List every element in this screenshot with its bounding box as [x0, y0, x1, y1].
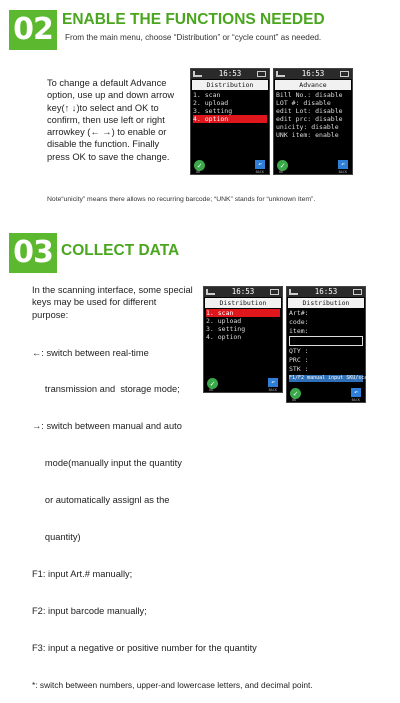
key-line: quantity) — [32, 532, 81, 543]
screen-header: Distribution — [192, 80, 268, 90]
option-lot[interactable]: LOT #: disable — [276, 99, 331, 107]
menu-item-option[interactable]: 4. option — [193, 115, 267, 123]
key-line: or automatically assignl as the — [32, 495, 170, 506]
back-arrow-icon[interactable]: ↶ — [268, 378, 278, 387]
intro-line: purpose: — [32, 309, 69, 320]
ok-check-icon[interactable]: ✓ — [290, 388, 301, 399]
ok-label: OK — [279, 170, 284, 174]
key-line: →: switch between manual and auto — [32, 421, 182, 432]
signal-icon — [276, 71, 285, 77]
status-bar — [274, 69, 352, 79]
menu-item-upload[interactable]: 2. upload — [193, 99, 229, 107]
ok-check-icon[interactable]: ✓ — [207, 378, 218, 389]
hint-bar: F1/F2 manual input SKU/scan — [289, 375, 371, 381]
footnote: Note“unicity” means there allows no recurring barcode; “UNK” stands for “unknown Item”. — [47, 196, 316, 203]
instruction-line: arrowkey (← →) to enable or — [47, 127, 167, 138]
ok-label: OK — [209, 388, 214, 392]
back-label: BACK — [255, 170, 264, 174]
instruction-line: To change a default Advance — [47, 78, 167, 88]
screen-header: Distribution — [288, 298, 364, 308]
device-screen-scan-menu — [203, 286, 283, 393]
section-number-badge: 03 — [9, 233, 57, 273]
instruction-line: key(↑ ↓)to select and OK to — [47, 102, 159, 113]
key-line: *: switch between numbers, upper-and lowercase letters, and decimal point. — [32, 679, 313, 690]
back-label: BACK — [268, 388, 277, 392]
item-input-box[interactable] — [289, 336, 363, 346]
back-label: BACK — [351, 398, 360, 402]
menu-item-upload[interactable]: 2. upload — [206, 317, 242, 325]
battery-icon — [353, 289, 362, 295]
device-screen-scan-entry — [286, 286, 371, 403]
field-label-item[interactable]: item: — [289, 327, 309, 335]
key-line: transmission and storage mode; — [32, 384, 180, 395]
device-screen-distribution-menu — [190, 68, 270, 175]
key-line: F2: input barcode manually; — [32, 605, 147, 616]
prc-readout: PRC : — [289, 356, 309, 364]
option-unk-item[interactable]: UNK item: enable — [276, 131, 339, 139]
clock: 16:53 — [231, 287, 255, 296]
section-number-badge: 02 — [9, 10, 57, 50]
clock: 16:53 — [314, 287, 338, 296]
menu-item-setting[interactable]: 3. setting — [206, 325, 246, 333]
battery-icon — [340, 71, 349, 77]
battery-icon — [257, 71, 266, 77]
stk-readout: STK : — [289, 365, 309, 373]
menu-item-scan[interactable]: 1. scan — [206, 309, 280, 317]
signal-icon — [193, 71, 202, 77]
key-line: F3: input a negative or positive number for the quantity — [32, 642, 257, 653]
instruction-line: press OK to save the change. — [47, 151, 170, 162]
menu-item-scan[interactable]: 1. scan — [193, 91, 221, 99]
option-bill-no[interactable]: Bill No.: disable — [276, 91, 343, 99]
key-line: ←: switch between real-time — [32, 347, 149, 358]
field-label-art[interactable]: Art#: — [289, 309, 309, 317]
ok-label: OK — [292, 398, 297, 402]
back-arrow-icon[interactable]: ↶ — [351, 388, 361, 397]
intro-line: keys may be used for different — [32, 297, 157, 308]
back-arrow-icon[interactable]: ↶ — [255, 160, 265, 169]
instruction-line: confirm, then use left or right — [47, 114, 165, 125]
key-line: mode(manually input the quantity — [32, 458, 182, 469]
clock: 16:53 — [301, 69, 325, 78]
status-bar — [204, 287, 282, 297]
qty-readout: QTY : — [289, 347, 309, 355]
back-label: BACK — [338, 170, 347, 174]
key-line: F1: input Art.# manually; — [32, 568, 133, 579]
option-unicity[interactable]: unicity: disable — [276, 123, 339, 131]
instruction-line: option, use up and down arrow — [47, 90, 175, 101]
device-screen-advance — [273, 68, 353, 175]
option-edit-prc[interactable]: edit prc: disable — [276, 115, 343, 123]
section-subtitle: From the main menu, choose “Distribution” or “cycle count” as needed. — [65, 33, 322, 42]
instruction-line: disable the function. Finally — [47, 139, 160, 150]
screen-header: Advance — [275, 80, 351, 90]
section-title: COLLECT DATA — [61, 242, 180, 259]
ok-check-icon[interactable]: ✓ — [194, 160, 205, 171]
intro-line: In the scanning interface, some special — [32, 285, 193, 295]
option-edit-lot[interactable]: edit Lot: disable — [276, 107, 343, 115]
ok-check-icon[interactable]: ✓ — [277, 160, 288, 171]
back-arrow-icon[interactable]: ↶ — [338, 160, 348, 169]
field-label-code[interactable]: code: — [289, 318, 309, 326]
collect-intro — [32, 284, 193, 321]
instructions-text — [47, 77, 174, 163]
menu-item-setting[interactable]: 3. setting — [193, 107, 233, 115]
menu-item-option[interactable]: 4. option — [206, 333, 242, 341]
status-bar — [287, 287, 365, 297]
status-bar — [191, 69, 269, 79]
clock: 16:53 — [218, 69, 242, 78]
signal-icon — [206, 289, 215, 295]
signal-icon — [289, 289, 298, 295]
screen-header: Distribution — [205, 298, 281, 308]
battery-icon — [270, 289, 279, 295]
section-title: ENABLE THE FUNCTIONS NEEDED — [62, 11, 325, 28]
ok-label: OK — [196, 170, 201, 174]
